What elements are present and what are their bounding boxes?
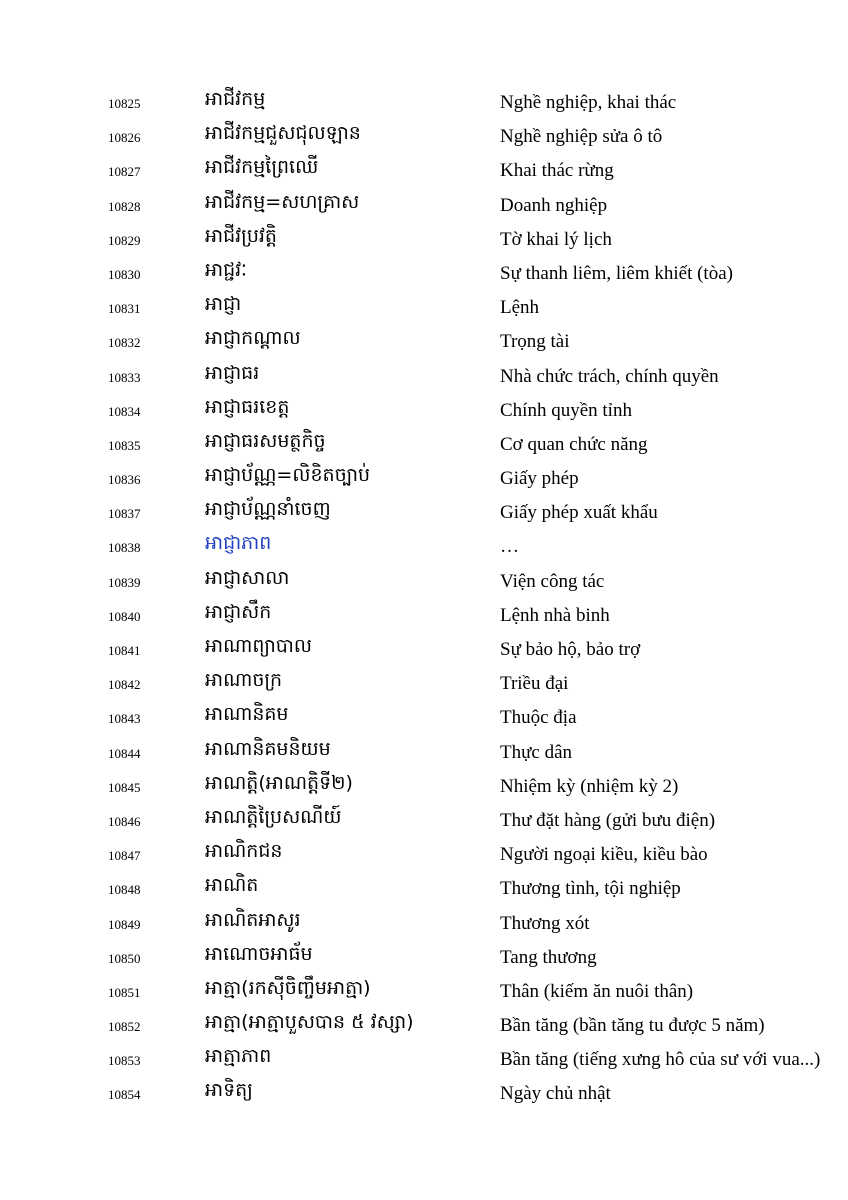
entry-number: 10846 [108, 813, 141, 829]
vietnamese-translation: Lệnh [500, 297, 540, 319]
khmer-term: អាណត្តិ(អាណត្តិទី២) [205, 771, 353, 794]
entry-number: 10848 [108, 882, 141, 898]
entry-number: 10851 [108, 984, 141, 1000]
entry-number: 10853 [108, 1053, 141, 1069]
dictionary-entry [0, 665, 848, 699]
vietnamese-translation: Sự thanh liêm, liêm khiết (tòa) [500, 262, 733, 284]
dictionary-entry [0, 631, 848, 665]
dictionary-entry [0, 494, 848, 528]
vietnamese-translation: Tờ khai lý lịch [500, 228, 612, 250]
entry-number: 10838 [108, 540, 141, 556]
vietnamese-translation: Nhà chức trách, chính quyền [500, 365, 719, 387]
khmer-term: អាណិកជន [205, 840, 283, 863]
entry-number: 10826 [108, 130, 141, 146]
dictionary-entry [0, 802, 848, 836]
khmer-term: អាជ្ញា [205, 293, 242, 316]
khmer-term: អាណានិគម [205, 703, 289, 726]
dictionary-entry [0, 699, 848, 733]
entry-number: 10852 [108, 1019, 141, 1035]
khmer-term: អាជ្ញាសឹក [205, 600, 272, 623]
entry-list [0, 84, 848, 1110]
vietnamese-translation: Thực dân [500, 741, 573, 763]
entry-number: 10831 [108, 301, 141, 317]
dictionary-entry [0, 255, 848, 289]
vietnamese-translation: Giấy phép xuất khẩu [500, 502, 658, 524]
dictionary-entry [0, 187, 848, 221]
entry-number: 10839 [108, 574, 141, 590]
dictionary-entry [0, 836, 848, 870]
khmer-term: អាជីវកម្មជួសជុលឡាន [205, 122, 361, 145]
entry-number: 10842 [108, 677, 141, 693]
khmer-term: អាជ្ជវៈ [205, 258, 247, 281]
dictionary-entry [0, 1041, 848, 1075]
khmer-term: អាណាចក្រ [205, 669, 283, 692]
entry-number: 10845 [108, 779, 141, 795]
entry-number: 10843 [108, 711, 141, 727]
khmer-term: អាជ្ញាប័ណ្ណនាំចេញ [205, 498, 331, 521]
entry-number: 10849 [108, 916, 141, 932]
vietnamese-translation: Viện công tác [500, 570, 605, 592]
vietnamese-translation: Thư đặt hàng (gửi bưu điện) [500, 809, 716, 831]
vietnamese-translation: Người ngoại kiều, kiều bào [500, 844, 708, 866]
dictionary-entry [0, 392, 848, 426]
khmer-term: អាជីវកម្ម [205, 88, 266, 110]
khmer-term: អាជីវកម្មព្រៃឈើ [205, 156, 319, 179]
vietnamese-translation: Thương xót [500, 912, 590, 934]
dictionary-entry [0, 118, 848, 152]
entry-number: 10829 [108, 232, 141, 248]
entry-number: 10827 [108, 164, 141, 180]
dictionary-entry [0, 870, 848, 904]
dictionary-entry [0, 323, 848, 357]
khmer-term: អាណានិគមនិយម [205, 737, 331, 760]
dictionary-entry [0, 563, 848, 597]
entry-number: 10847 [108, 848, 141, 864]
vietnamese-translation: Tang thương [500, 946, 597, 968]
vietnamese-translation: Ngày chủ nhật [500, 1083, 611, 1105]
dictionary-entry [0, 1075, 848, 1109]
vietnamese-translation: Sự bảo hộ, bảo trợ [500, 639, 641, 660]
khmer-term: អាត្មាភាព [205, 1045, 272, 1068]
entry-number: 10830 [108, 266, 141, 282]
dictionary-entry [0, 289, 848, 323]
khmer-term: អាជីវកម្ម=សហគ្រាស [205, 190, 360, 213]
khmer-term: អាជ្ញាធរ [205, 361, 260, 384]
vietnamese-translation: Nhiệm kỳ (nhiệm kỳ 2) [500, 775, 679, 797]
dictionary-entry [0, 597, 848, 631]
vietnamese-translation: Nghề nghiệp, khai thác [500, 92, 677, 113]
khmer-term: អាណោចអាធ័ម [205, 942, 313, 965]
khmer-term: អាទិត្យ [205, 1079, 253, 1102]
entry-number: 10828 [108, 198, 141, 214]
entry-number: 10834 [108, 403, 141, 419]
dictionary-entry [0, 358, 848, 392]
dictionary-entry [0, 1007, 848, 1041]
vietnamese-translation: Trọng tài [500, 331, 570, 353]
vietnamese-translation: Thương tình, tội nghiệp [500, 878, 681, 900]
dictionary-entry [0, 152, 848, 186]
entry-number: 10844 [108, 745, 141, 761]
khmer-term: អាជ្ញាប័ណ្ណ=លិខិតច្បាប់ [205, 464, 371, 487]
khmer-term: អាជីវប្រវត្តិ [205, 224, 277, 247]
entry-number: 10825 [108, 96, 141, 111]
dictionary-entry [0, 905, 848, 939]
entry-number: 10833 [108, 369, 141, 385]
khmer-term: អាជ្ញាភាព [205, 532, 272, 555]
dictionary-entry [0, 426, 848, 460]
entry-number: 10840 [108, 608, 141, 624]
dictionary-entry [0, 734, 848, 768]
khmer-term: អាត្មា(អាត្មាបួសបាន ៥ វស្សា) [205, 1011, 414, 1034]
dictionary-entry [0, 84, 848, 118]
khmer-term: អាត្មា(រកស៊ីចិញ្ចឹមអាត្មា) [205, 976, 371, 999]
vietnamese-translation: Nghề nghiệp sửa ô tô [500, 126, 663, 148]
entry-number: 10837 [108, 506, 141, 522]
dictionary-entry [0, 973, 848, 1007]
entry-number: 10850 [108, 950, 141, 966]
khmer-term: អាណាព្យាបាល [205, 635, 312, 657]
entry-number: 10841 [108, 643, 141, 658]
vietnamese-translation: … [500, 536, 519, 558]
vietnamese-translation: Thuộc địa [500, 707, 577, 729]
vietnamese-translation: Giấy phép [500, 468, 579, 490]
khmer-term: អាជ្ញាធរខេត្ត [205, 395, 290, 418]
khmer-term: អាជ្ញាកណ្តាល [205, 327, 301, 350]
khmer-term: អាណត្តិប្រៃសណីយ៍ [205, 805, 342, 828]
entry-number: 10832 [108, 335, 141, 351]
vietnamese-translation: Doanh nghiệp [500, 194, 608, 216]
khmer-term: អាជ្ញាធរសមត្ថកិច្ច [205, 429, 326, 452]
dictionary-entry [0, 460, 848, 494]
vietnamese-translation: Bần tăng (bần tăng tu được 5 năm) [500, 1015, 765, 1037]
vietnamese-translation: Cơ quan chức năng [500, 433, 648, 455]
vietnamese-translation: Bần tăng (tiếng xưng hô của sư với vua...) [500, 1049, 821, 1071]
khmer-term: អាជ្ញាសាលា [205, 566, 290, 589]
dictionary-entry [0, 939, 848, 973]
vietnamese-translation: Thân (kiếm ăn nuôi thân) [500, 980, 694, 1002]
vietnamese-translation: Khai thác rừng [500, 160, 614, 182]
khmer-term: អាណិត [205, 874, 259, 897]
dictionary-entry [0, 221, 848, 255]
khmer-term: អាណិតអាសូរ [205, 908, 301, 931]
vietnamese-translation: Chính quyền tỉnh [500, 399, 632, 421]
dictionary-entry [0, 528, 848, 562]
vietnamese-translation: Triều đại [500, 673, 569, 695]
dictionary-entry [0, 768, 848, 802]
entry-number: 10836 [108, 472, 141, 488]
entry-number: 10854 [108, 1087, 141, 1103]
entry-number: 10835 [108, 437, 141, 453]
vietnamese-translation: Lệnh nhà binh [500, 604, 610, 626]
